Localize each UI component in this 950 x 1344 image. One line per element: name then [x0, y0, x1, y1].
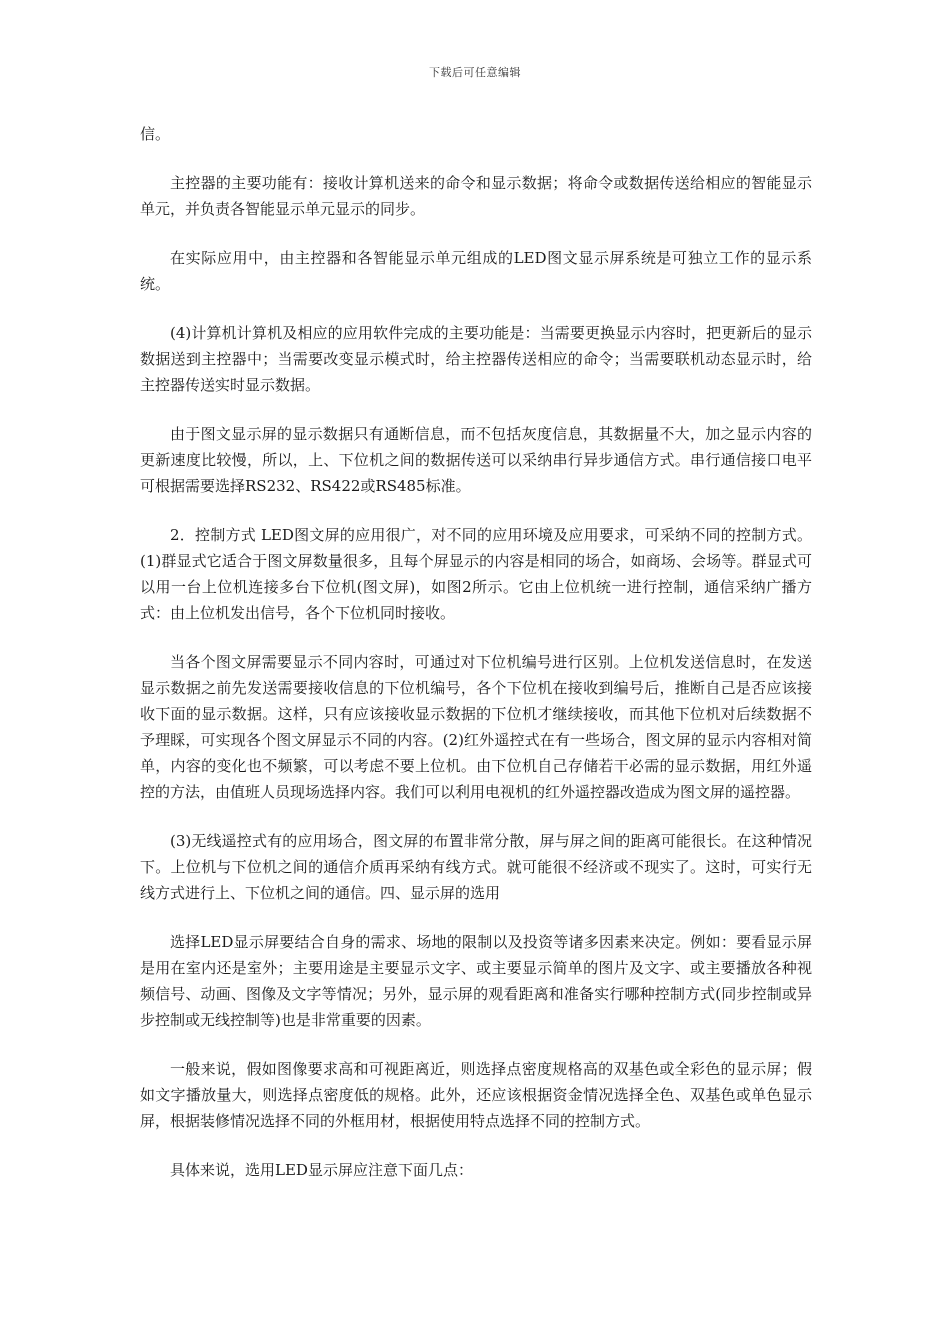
- paragraph: 选择LED显示屏要结合自身的需求、场地的限制以及投资等诸多因素来决定。例如：要看显示屏是用在室内还是室外；主要用途是主要显示文字、或主要显示简单的图片及文字、或主要播放各种视频信号、动画、图像及文字等情况；另外，显示屏的观看距离和准备实行哪种控制方式(同步控制或异步控制或无线控制等)也是非常重要的因素。: [140, 933, 812, 1029]
- paragraph: 由于图文显示屏的显示数据只有通断信息，而不包括灰度信息，其数据量不大，加之显示内容的更新速度比较慢，所以，上、下位机之间的数据传送可以采纳串行异步通信方式。串行通信接口电平可根据需要选择RS232、RS422或RS485标准。: [140, 425, 812, 495]
- page-header: 下载后可任意编辑: [429, 66, 521, 79]
- paragraph: 信。: [140, 125, 171, 143]
- paragraph: (3)无线遥控式有的应用场合，图文屏的布置非常分散，屏与屏之间的距离可能很长。在这种情况下。上位机与下位机之间的通信介质再采纳有线方式。就可能很不经济或不现实了。这时，可实行无线方式进行上、下位机之间的通信。四、显示屏的选用: [140, 832, 812, 902]
- paragraph: 具体来说，选用LED显示屏应注意下面几点：: [170, 1161, 473, 1179]
- paragraph: 主控器的主要功能有：接收计算机送来的命令和显示数据；将命令或数据传送给相应的智能显示单元，并负责各智能显示单元显示的同步。: [140, 174, 812, 218]
- paragraph: 一般来说，假如图像要求高和可视距离近，则选择点密度规格高的双基色或全彩色的显示屏；假如文字播放量大，则选择点密度低的规格。此外，还应该根据资金情况选择全色、双基色或单色显示屏，根据装修情况选择不同的外框用材，根据使用特点选择不同的控制方式。: [140, 1060, 812, 1130]
- paragraph: (4)计算机计算机及相应的应用软件完成的主要功能是：当需要更换显示内容时，把更新后的显示数据送到主控器中；当需要改变显示模式时，给主控器传送相应的命令；当需要联机动态显示时，给主控器传送实时显示数据。: [140, 324, 812, 394]
- paragraph: 2．控制方式 LED图文屏的应用很广，对不同的应用环境及应用要求，可采纳不同的控制方式。(1)群显式它适合于图文屏数量很多，且每个屏显示的内容是相同的场合，如商场、会场等。群显式可以用一台上位机连接多台下位机(图文屏)，如图2所示。它由上位机统一进行控制，通信采纳广播方式：由上位机发出信号，各个下位机同时接收。: [140, 526, 812, 622]
- paragraph: 在实际应用中，由主控器和各智能显示单元组成的LED图文显示屏系统是可独立工作的显示系统。: [140, 249, 812, 293]
- document-body: [140, 121, 812, 1206]
- paragraph: 当各个图文屏需要显示不同内容时，可通过对下位机编号进行区别。上位机发送信息时，在发送显示数据之前先发送需要接收信息的下位机编号，各个下位机在接收到编号后，推断自己是否应该接收下面的显示数据。这样，只有应该接收显示数据的下位机才继续接收，而其他下位机对后续数据不予理睬，可实现各个图文屏显示不同的内容。(2)红外遥控式在有一些场合，图文屏的显示内容相对简单，内容的变化也不频繁，可以考虑不要上位机。由下位机自己存储若干必需的显示数据，用红外遥控的方法，由值班人员现场选择内容。我们可以利用电视机的红外遥控器改造成为图文屏的遥控器。: [140, 653, 812, 801]
